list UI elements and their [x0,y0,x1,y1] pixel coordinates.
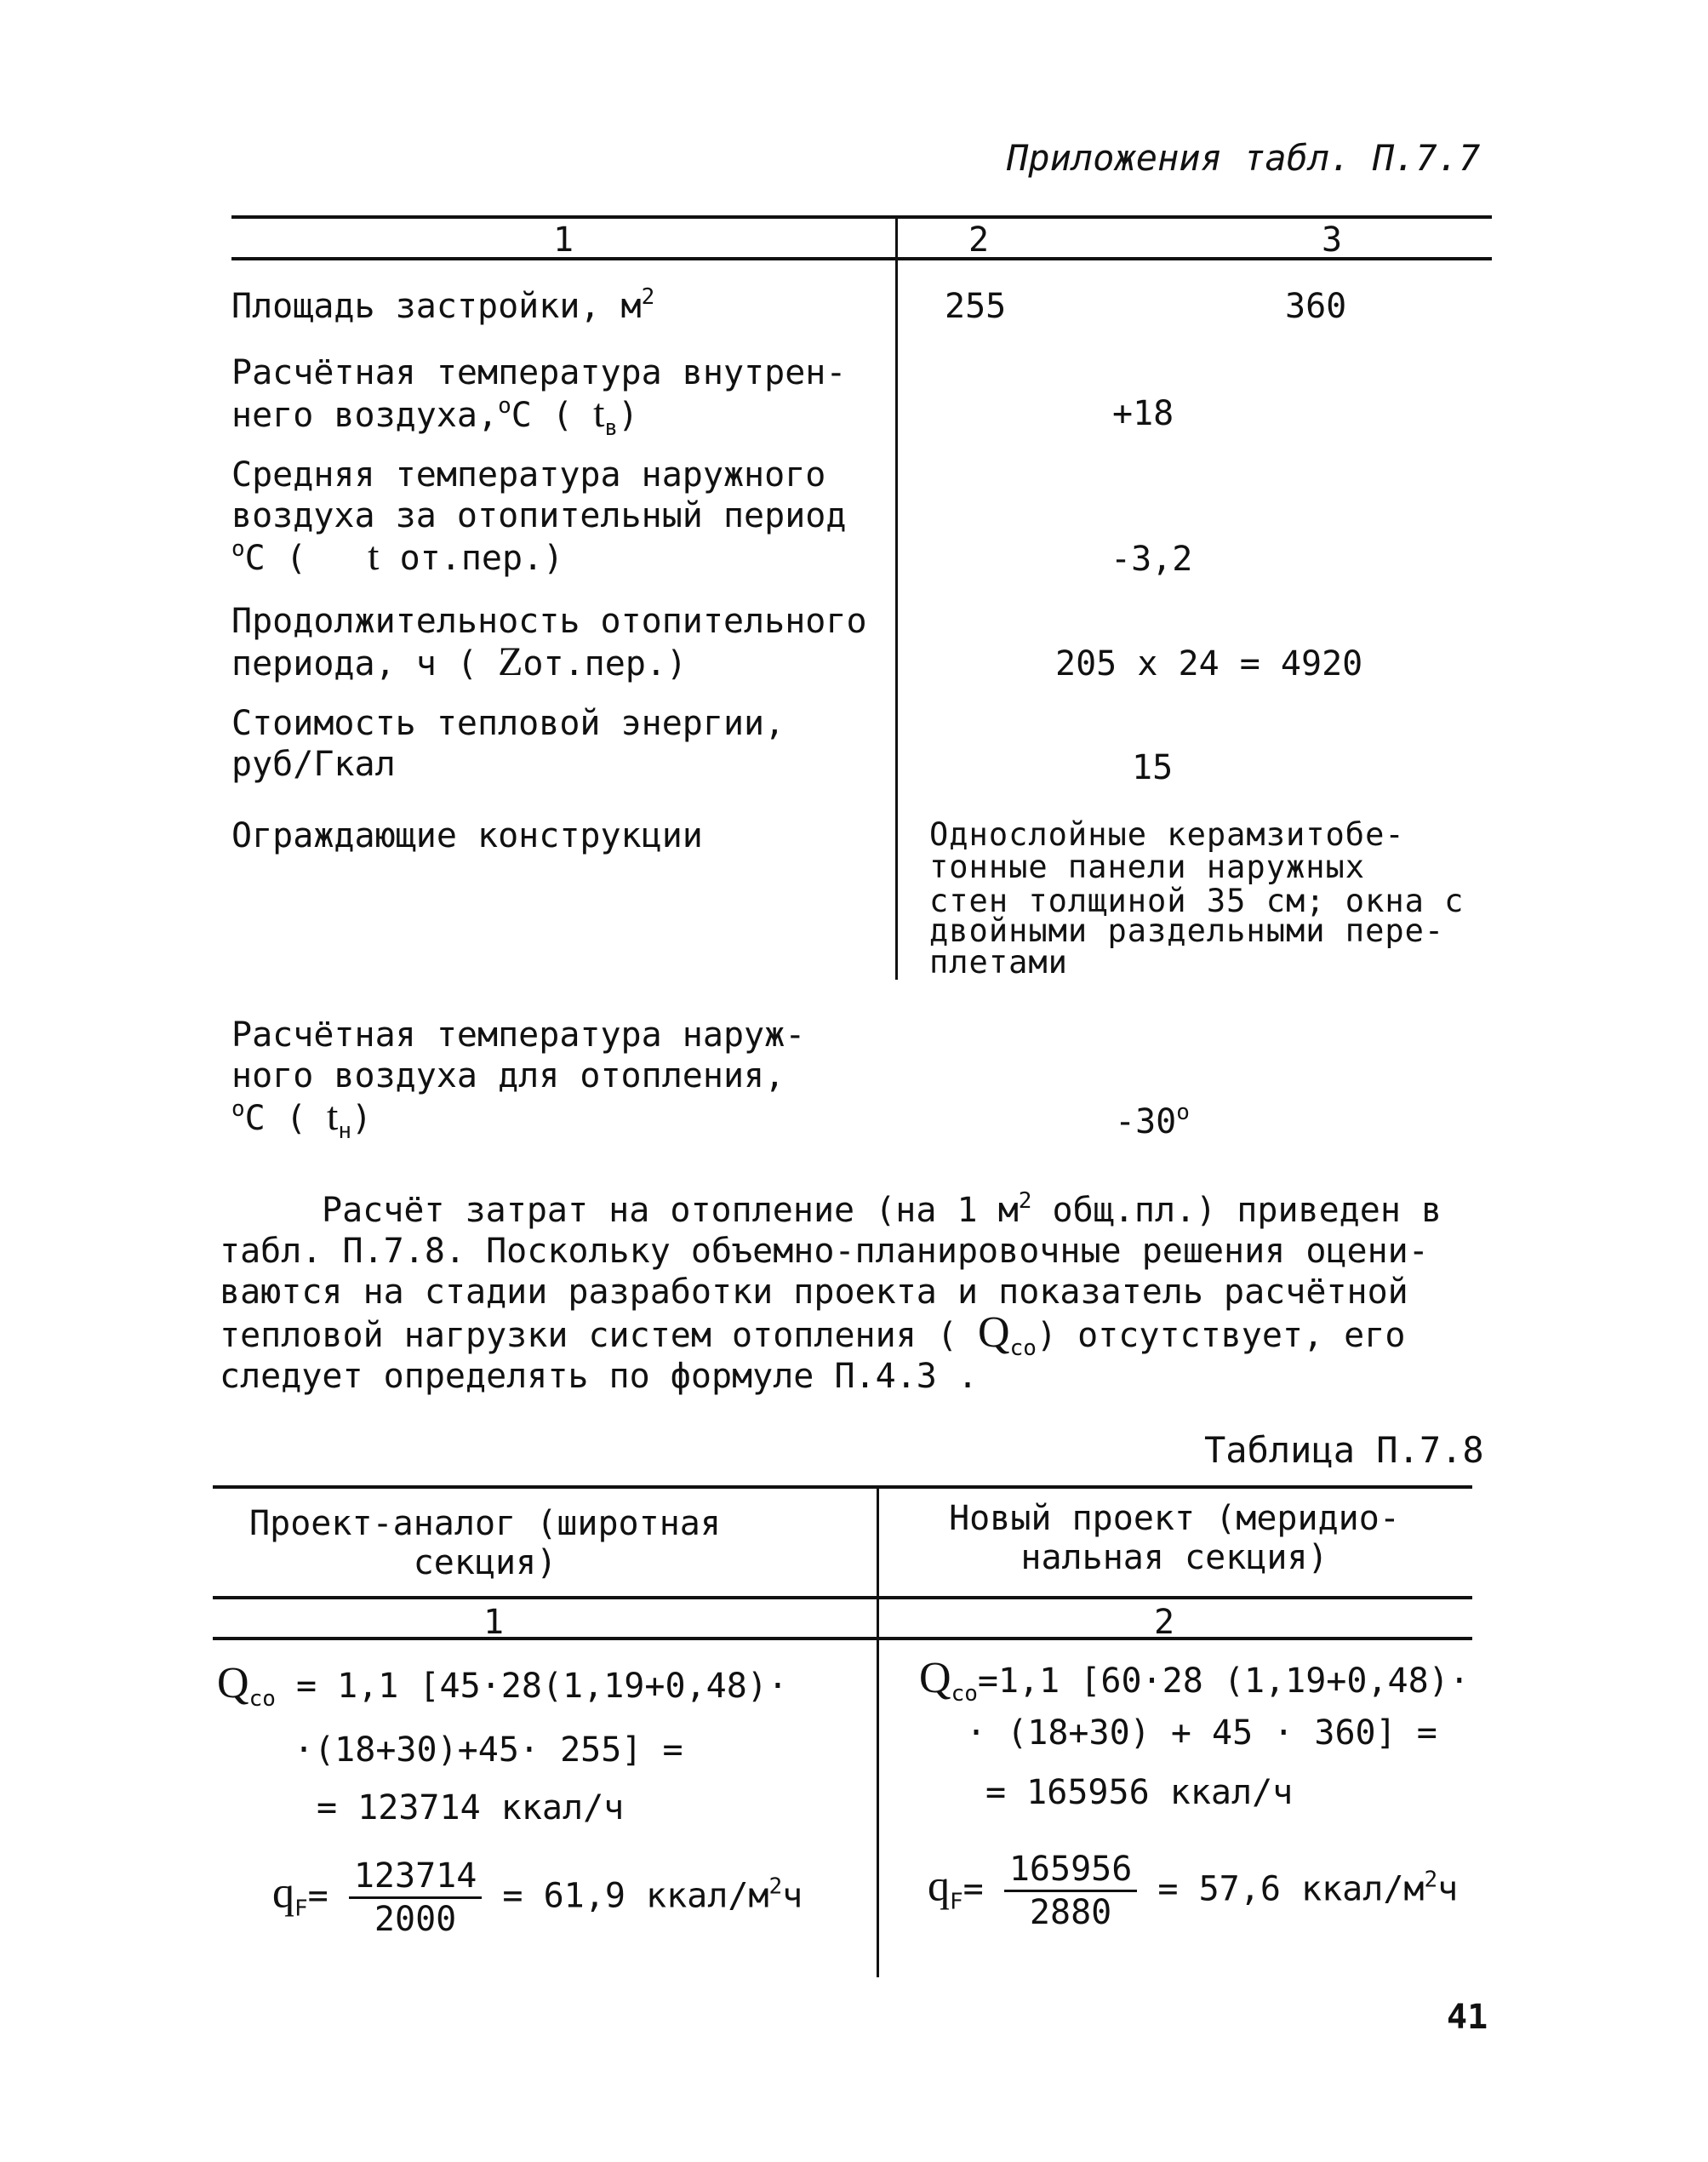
table2-header-rule [213,1596,1472,1599]
row-avg-outdoor-label-3: $^о$С ( t от.пер.) [231,534,564,579]
row-enclosing-value-3: стен толщиной 35 см; окна с [929,883,1465,919]
table2-column-divider [877,1485,879,1977]
table2-header-col1-line1: Проект-аналог (широтная [249,1504,721,1543]
table1-header-col3: 3 [1321,220,1343,260]
row-design-outdoor-label-2: ного воздуха для отопления, [231,1056,785,1095]
row-built-area-value-3: 360 [1285,287,1347,326]
right-qco-result: = 165956 ккал/ч [985,1773,1294,1812]
table1-top-rule [231,215,1492,219]
table2-header-col1-line2: секция) [413,1543,557,1582]
row-enclosing-label: Ограждающие конструкции [231,816,703,855]
left-qf-fraction: $\frac{123714}{2000}$ [349,1856,483,1940]
table2-number-col2: 2 [1153,1603,1175,1642]
right-qf-fraction: $\frac{165956}{2880}$ [1004,1849,1138,1933]
row-avg-outdoor-label-2: воздуха за отопительный период [231,496,847,535]
row-energy-cost-label-2: руб/Гкал [231,745,396,784]
left-qco-result: = 123714 ккал/ч [317,1788,625,1827]
row-enclosing-value-2: тонные панели наружных [929,849,1366,885]
row-energy-cost-value: 15 [1132,748,1174,787]
row-energy-cost-label-1: Стоимость тепловой энергии, [231,704,785,743]
row-design-outdoor-label-3: $^о$С ( $t_н$) [231,1094,373,1144]
right-qco-formula-2: · (18+30) + 45 · 360] = [966,1713,1437,1753]
appendix-caption: Приложения табл. П.7.7 [1007,137,1481,179]
right-qco-formula-1: $Q_{со}=1,1$ [60·28 (1,19+0,48)· [919,1654,1470,1707]
table2-header-col2-line2: нальная секция) [1020,1538,1328,1577]
body-paragraph: Расчёт затрат на отопление (на 1 $м^2$ общ.пл.) приведен в табл. П.7.8. Поскольку объемно-планировочные решения оцени- ваются на стадии разработки проекта и показатель расчётной тепловой нагрузки систем отопления ( $Q_{со}$) отсутствует, его следует определять по формуле П.4.3 . [220,1188,1442,1396]
table2-number-col1: 1 [483,1603,505,1642]
row-heating-duration-value: 205 х 24 = 4920 [1055,644,1363,683]
table2-header-col2-line1: Новый проект (меридио- [949,1499,1400,1538]
row-built-area-label: Площадь застройки, $м^2$ [231,284,655,326]
row-inner-temp-label-2: него воздуха,$^о$С ( $t_в$) [231,391,639,441]
row-enclosing-value-5: плетами [929,944,1068,981]
row-avg-outdoor-label-1: Средняя температура наружного [231,455,826,495]
page-number: 41 [1447,1998,1488,2037]
row-inner-temp-label-1: Расчётная температура внутрен- [231,353,847,392]
row-avg-outdoor-value: -3,2 [1111,540,1193,579]
row-heating-duration-label-1: Продолжительность отопительного [231,602,867,641]
row-enclosing-value-1: Однослойные керамзитобе- [929,816,1405,853]
row-design-outdoor-label-1: Расчётная температура наруж- [231,1015,806,1055]
row-design-outdoor-value: $-30^о$ [1115,1100,1190,1141]
row-inner-temp-value: +18 [1112,394,1174,433]
row-built-area-value-2: 255 [945,287,1007,326]
table1-column-divider [895,215,898,980]
table1-header-col1: 1 [552,220,574,260]
table2-top-rule [213,1485,1472,1489]
left-qco-formula-1: $Q_{со} = 1,1$ [45·28(1,19+0,48)· [217,1659,788,1712]
table1-header-col2: 2 [968,220,990,260]
row-enclosing-value-4: двойными раздельными пере- [929,912,1445,949]
left-qco-formula-2: ·(18+30)+45· 255] = [294,1730,683,1770]
table2-caption: Таблица П.7.8 [1204,1429,1484,1471]
left-qf-formula: $q_F=$ $\frac{123714}{2000}$ = 61,9 ккал/$м^2ч$ [272,1856,803,1939]
row-heating-duration-label-2: периода, ч ( Zот.пер.) [231,639,688,684]
right-qf-formula: $q_F=$ $\frac{165956}{2880}$ = 57,6 ккал/$м^2ч$ [928,1850,1459,1932]
